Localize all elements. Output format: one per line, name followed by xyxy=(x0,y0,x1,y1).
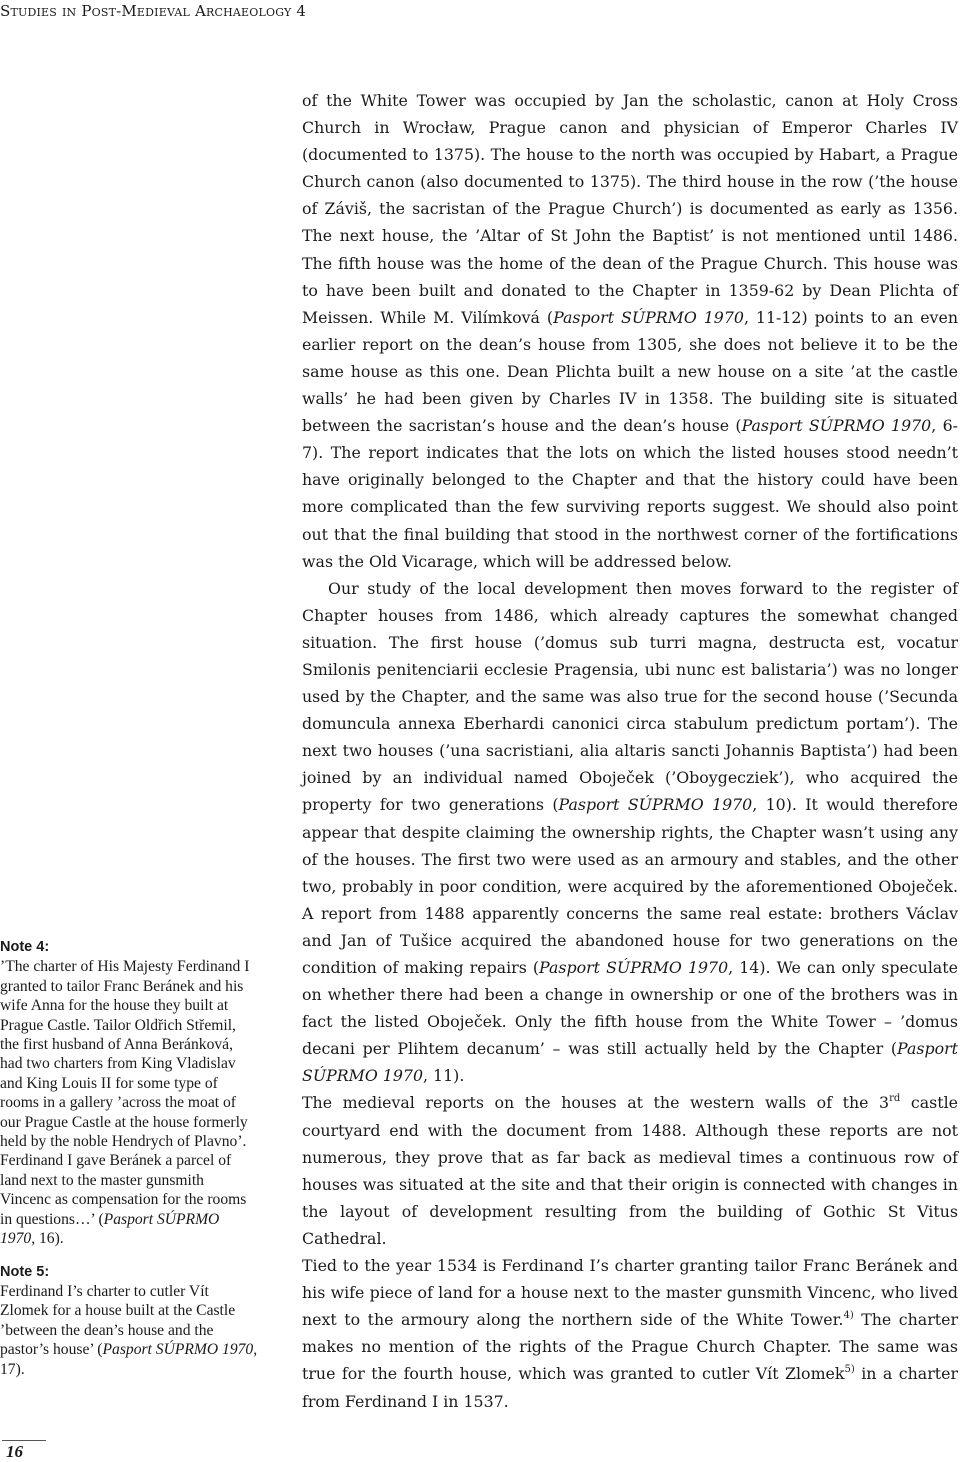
note-text: Ferdinand I’s charter to cutler Vít Zlomek for a house built at the Castle ’between the dean’s house and the pastor’s house’ (Pasport SÚPRMO 1970, 17). xyxy=(0,1282,258,1378)
folio-rule xyxy=(2,1440,46,1441)
footnote-ref: 4) xyxy=(843,1310,854,1322)
citation: Pasport SÚPRMO 1970 xyxy=(553,307,744,327)
main-text xyxy=(302,87,958,1415)
sidebar-notes xyxy=(0,938,258,1393)
paragraph: Our study of the local development then moves forward to the register of Chapter houses from 1486, which already captures the somewhat changed situation. The first house (’domus sub turri magna, destructa est, vocatur Smilonis penitenciarii ecclesie Pragensia, ubi nunc est balistaria’) was no longer used by the Chapter, and the same was also true for the second house (’Secunda domuncula annexa Eberhardi canonici circa stabulum predictum portam’). The next two houses (’una sacristiani, alia altaris sancti Johannis Baptista’) had been joined by an individual named Oboječek (’Oboygecziek’), who acquired the property for two generations (Pasport SÚPRMO 1970, 10). It would therefore appear that despite claiming the ownership rights, the Chapter wasn’t using any of the houses. The first two were used as an armoury and stables, and the other two, probably in poor condition, were acquired by the aforementioned Oboječek. A report from 1488 apparently concerns the same real estate: brothers Václav and Jan of Tušice acquired the abandoned house for two generations on the condition of making repairs (Pasport SÚPRMO 1970, 14). We can only speculate on whether there had been a change in ownership or one of the brothers was in fact the listed Oboječek. Only the fifth house from the White Tower – ’domus decani per Plihtem decanum’ – was still actually held by the Chapter (Pasport SÚPRMO 1970, 11). xyxy=(302,578,958,1086)
note-heading: Note 4: xyxy=(0,939,50,955)
superscript: rd xyxy=(889,1093,901,1105)
citation: Pasport SÚPRMO 1970 xyxy=(741,416,932,436)
citation: Pasport SÚPRMO 1970 xyxy=(558,795,753,815)
note-5 xyxy=(0,1263,258,1379)
page-number: 16 xyxy=(6,1442,23,1461)
note-heading: Note 5: xyxy=(0,1263,50,1280)
paragraph: The medieval reports on the houses at the western walls of the 3rd castle courtyard end with the document from 1488. Although these reports are not numerous, they prove that as far back as medieval times a continuous row of houses was situated at the site and that their origin is connected with changes in the layout of development resulting from the building of Gothic St Vitus Cathedral. xyxy=(302,1093,958,1248)
citation: Pasport SÚPRMO 1970 xyxy=(302,1039,958,1086)
paragraph: of the White Tower was occupied by Jan the scholastic, canon at Holy Cross Church in Wrocław, Prague canon and physician of Emperor Charles IV (documented to 1375). The house to the north was occupied by Habart, a Prague Church canon (also documented to 1375). The third house in the row (’the house of Záviš, the sacristan of the Prague Church’) is documented as early as 1356. The next house, the ’Altar of St John the Baptist’ is not mentioned until 1486. The fifth house was the home of the dean of the Prague Church. This house was to have been built and donated to the Chapter in 1359-62 by Dean Plichta of Meissen. While M. Vilímková (Pasport SÚPRMO 1970, 11-12) points to an even earlier report on the dean’s house from 1305, she does not believe it to be the same house as this one. Dean Plichta built a new house on a site ’at the castle walls’ he had been given by Charles IV in 1358. The building site is situated between the sacristan’s house and the dean’s house (Pasport SÚPRMO 1970, 6-7). The report indicates that the lots on which the listed houses stood needn’t have originally belonged to the Chapter and that the history could have been more complicated than the few surviving reports suggest. We should also point out that the final building that stood in the northwest corner of the fortifications was the Old Vicarage, which will be addressed below. xyxy=(302,91,958,571)
footnote-ref: 5) xyxy=(844,1364,855,1376)
citation: Pasport SÚPRMO 1970 xyxy=(102,1341,254,1359)
note-text: ’The charter of His Majesty Ferdinand I granted to tailor Franc Beránek and his wife Anna for the house they built at Prague Castle. Tailor Oldřich Střemil, the first husband of Anna Beránková, had two charters from King Vladislav and King Louis II for some type of rooms in a gallery ’across the moat of our Prague Castle at the house formerly held by the noble Hendrych of Plavno’. Ferdinand I gave Beránek a parcel of land next to the master gunsmith Vincenc as compensation for the rooms in questions…’ (Pasport SÚPRMO 1970, 16). xyxy=(0,958,250,1248)
note-4 xyxy=(0,938,258,1249)
running-head: Studies in Post-Medieval Archaeology 4 xyxy=(0,2,307,20)
paragraph: Tied to the year 1534 is Ferdinand I’s charter granting tailor Franc Beránek and his wife piece of land for a house next to the master gunsmith Vincenc, who lived next to the armoury along the northern side of the White Tower.$^{4)}$ The charter makes no mention of the rights of the Prague Church Chapter. The same was true for the fourth house, which was granted to cutler Vít Zlomek$^{5)}$ in a charter from Ferdinand I in 1537. xyxy=(302,1256,959,1411)
citation: Pasport SÚPRMO 1970 xyxy=(0,1210,220,1248)
citation: Pasport SÚPRMO 1970 xyxy=(539,958,729,977)
